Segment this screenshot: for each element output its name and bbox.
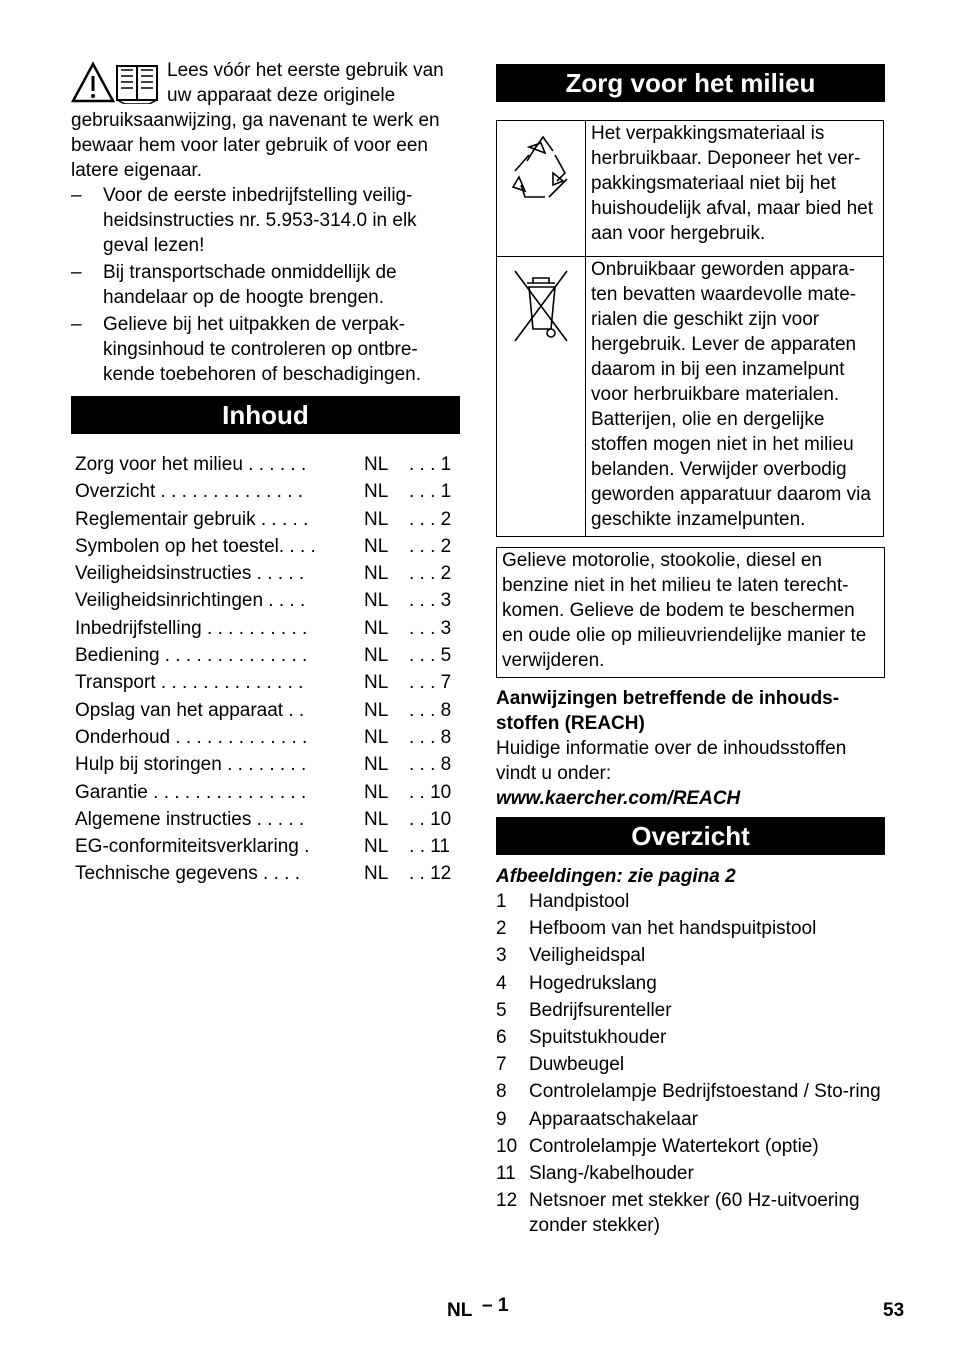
toc-language: NL — [364, 836, 389, 858]
toc-language: NL — [364, 481, 389, 503]
part-item — [496, 1107, 885, 1132]
toc-row[interactable] — [71, 833, 461, 860]
part-number: 4 — [496, 972, 507, 994]
toc-row[interactable] — [71, 506, 461, 533]
part-label: Hefboom van het handspuitpistool — [529, 918, 817, 940]
intro-list — [71, 183, 463, 389]
part-number: 10 — [496, 1135, 518, 1157]
weee-text: Onbruikbaar geworden appara-ten bevatten waardevolle mate-rialen die geschikt zijn voor hergebruik. Lever de apparaten daarom in bij een inzamelpunt voor herbruikbare materialen. Batterijen, olie en dergelijke stoffen mogen niet in het milieu belanden. Verwijder overbodig geworden apparatuur daarom via geschikte inzamelpunten. — [586, 257, 884, 537]
toc-language: NL — [364, 508, 389, 530]
intro-list-item: – Gelieve bij het uitpakken de verpak-kingsinhoud te controleren op ontbre-kende toebehoren of beschadigingen. — [71, 312, 463, 387]
toc-language: NL — [364, 535, 389, 557]
toc-row[interactable] — [71, 642, 461, 669]
part-number: 3 — [496, 945, 507, 967]
part-label: Handpistool — [529, 891, 630, 912]
toc-language: NL — [364, 454, 389, 475]
toc-title: Bediening . . . . . . . . . . . . . . — [75, 645, 308, 667]
toc-row[interactable] — [71, 669, 461, 696]
toc-page: . . . 3 — [409, 617, 452, 639]
toc-page: . . 12 — [409, 863, 452, 885]
reach-text: Huidige informatie over de inhoudsstoffen vindt u onder: — [496, 738, 847, 784]
recycle-icon — [497, 121, 585, 249]
part-number: 11 — [496, 1162, 516, 1184]
part-number: 6 — [496, 1026, 507, 1048]
toc-title: Garantie . . . . . . . . . . . . . . . — [75, 781, 307, 803]
toc-language: NL — [364, 863, 389, 885]
toc-page: . . 11 — [409, 836, 450, 858]
toc-title: EG-conformiteitsverklaring . — [75, 836, 310, 858]
toc-row[interactable] — [71, 478, 461, 505]
page-number: 53 — [883, 1300, 905, 1321]
toc-title: Zorg voor het milieu . . . . . . — [75, 454, 307, 475]
part-label: Duwbeugel — [529, 1054, 625, 1076]
recycle-icon-cell — [497, 121, 586, 257]
toc-language: NL — [364, 781, 389, 803]
toc-page: . . . 3 — [409, 590, 452, 612]
intro-list-item: – Voor de eerste inbedrijfstelling veilig-heidsinstructies nr. 5.953-314.0 in elk geval lezen! — [71, 183, 463, 258]
reach-heading: Aanwijzingen betreffende de inhouds-stoffen (REACH) — [496, 688, 840, 734]
part-label: Netsnoer met stekker (60 Hz-uitvoering zonder stekker) — [529, 1190, 860, 1237]
part-item — [496, 998, 885, 1023]
reach-link[interactable]: www.kaercher.com/REACH — [496, 788, 741, 809]
part-label: Spuitstukhouder — [529, 1026, 667, 1048]
toc-language: NL — [364, 699, 389, 721]
toc-row[interactable] — [71, 751, 461, 778]
toc-page: . . 10 — [409, 808, 452, 830]
toc-language: NL — [364, 754, 389, 776]
toc-language: NL — [364, 645, 389, 667]
manual-icon — [117, 66, 157, 104]
toc-language: NL — [364, 808, 389, 830]
toc-page: . . . 8 — [409, 726, 452, 748]
toc-page: . . . 2 — [409, 563, 452, 585]
recycle-text: Het verpakkingsmateriaal is herbruikbaar. Deponeer het ver-pakkingsmateriaal niet bij het huishoudelijk afval, maar bied het aan voor hergebruik. — [586, 121, 884, 257]
toc-row[interactable] — [71, 451, 461, 478]
part-label: Hogedrukslang — [529, 972, 657, 994]
part-item — [496, 943, 885, 968]
toc-page: . . . 1 — [409, 454, 452, 475]
intro-text: Lees vóór het eerste gebruik van uw apparaat deze originele gebruiksaanwijzing, ga navenant te werk en bewaar hem voor later gebruik of voor een latere eigenaar. — [71, 60, 444, 181]
crossed-bin-icon — [497, 257, 585, 357]
part-label: Bedrijfsurenteller — [529, 999, 672, 1021]
toc-title: Veiligheidsinstructies . . . . . — [75, 563, 305, 585]
oil-notice: Gelieve motorolie, stookolie, diesel en benzine niet in het milieu te laten terecht-komen. Gelieve de bodem te beschermen en oude olie op milieuvriendelijke manier te verwijderen. — [496, 547, 885, 678]
part-number: 1 — [496, 891, 507, 912]
environment-table — [496, 120, 884, 537]
toc-title: Onderhoud . . . . . . . . . . . . . — [75, 726, 308, 748]
toc-language: NL — [364, 590, 389, 612]
part-number: 7 — [496, 1054, 507, 1076]
toc-row[interactable] — [71, 806, 461, 833]
toc-page: . . . 8 — [409, 754, 452, 776]
toc-row[interactable] — [71, 697, 461, 724]
part-item — [496, 1161, 885, 1186]
parts-list — [496, 889, 885, 1240]
part-label: Controlelampje Watertekort (optie) — [529, 1135, 819, 1157]
part-item — [496, 1079, 885, 1104]
part-item — [496, 971, 885, 996]
part-number: 5 — [496, 999, 507, 1021]
toc-row[interactable] — [71, 533, 461, 560]
warning-icon — [71, 60, 161, 104]
toc-title: Opslag van het apparaat . . — [75, 699, 305, 721]
toc-page: . . . 2 — [409, 535, 452, 557]
part-label: Apparaatschakelaar — [529, 1108, 698, 1130]
table-of-contents — [71, 451, 461, 888]
toc-page: . . . 1 — [409, 481, 452, 503]
part-label: Veiligheidspal — [529, 945, 646, 967]
footer-section-page: – 1 — [482, 1295, 509, 1316]
part-number: 8 — [496, 1081, 507, 1103]
toc-page: . . . 7 — [409, 672, 452, 694]
footer-language: NL — [447, 1300, 473, 1321]
toc-language: NL — [364, 726, 389, 748]
milieu-heading: Zorg voor het milieu — [496, 64, 885, 102]
part-number: 2 — [496, 918, 507, 940]
intro-icons — [71, 60, 161, 104]
toc-language: NL — [364, 672, 389, 694]
toc-row[interactable] — [71, 587, 461, 614]
toc-page: . . . 5 — [409, 645, 452, 667]
toc-title: Algemene instructies . . . . . — [75, 808, 305, 830]
toc-title: Overzicht . . . . . . . . . . . . . . — [75, 481, 304, 503]
part-number: 12 — [496, 1190, 518, 1212]
overzicht-heading: Overzicht — [496, 817, 885, 855]
toc-row[interactable] — [71, 560, 461, 587]
toc-title: Reglementair gebruik . . . . . — [75, 508, 309, 530]
part-item — [496, 889, 885, 914]
toc-title: Symbolen op het toestel. . . . — [75, 535, 316, 557]
toc-title: Technische gegevens . . . . — [75, 863, 300, 885]
part-item — [496, 1052, 885, 1077]
toc-page: . . . 8 — [409, 699, 452, 721]
part-item — [496, 1134, 885, 1159]
part-label: Controlelampje Bedrijfstoestand / Sto-ring — [529, 1081, 881, 1103]
part-item — [496, 1025, 885, 1050]
toc-title: Inbedrijfstelling . . . . . . . . . . — [75, 617, 308, 639]
toc-language: NL — [364, 563, 389, 585]
part-item — [496, 1188, 885, 1238]
toc-page: . . . 2 — [409, 508, 452, 530]
toc-row[interactable] — [71, 779, 461, 806]
toc-page: . . 10 — [409, 781, 452, 803]
intro-list-item: – Bij transportschade onmiddellijk de handelaar op de hoogte brengen. — [71, 260, 463, 310]
part-item — [496, 916, 885, 941]
toc-row[interactable] — [71, 724, 461, 751]
toc-title: Hulp bij storingen . . . . . . . . — [75, 754, 307, 776]
part-number: 9 — [496, 1108, 507, 1130]
figure-reference: Afbeeldingen: zie pagina 2 — [496, 866, 736, 887]
part-label: Slang-/kabelhouder — [529, 1162, 694, 1184]
weee-icon-cell — [497, 257, 586, 537]
intro-block — [71, 58, 463, 183]
toc-row[interactable] — [71, 615, 461, 642]
toc-title: Veiligheidsinrichtingen . . . . — [75, 590, 306, 612]
toc-row[interactable] — [71, 860, 461, 887]
toc-language: NL — [364, 617, 389, 639]
inhoud-heading: Inhoud — [71, 396, 460, 434]
toc-title: Transport . . . . . . . . . . . . . . — [75, 672, 304, 694]
